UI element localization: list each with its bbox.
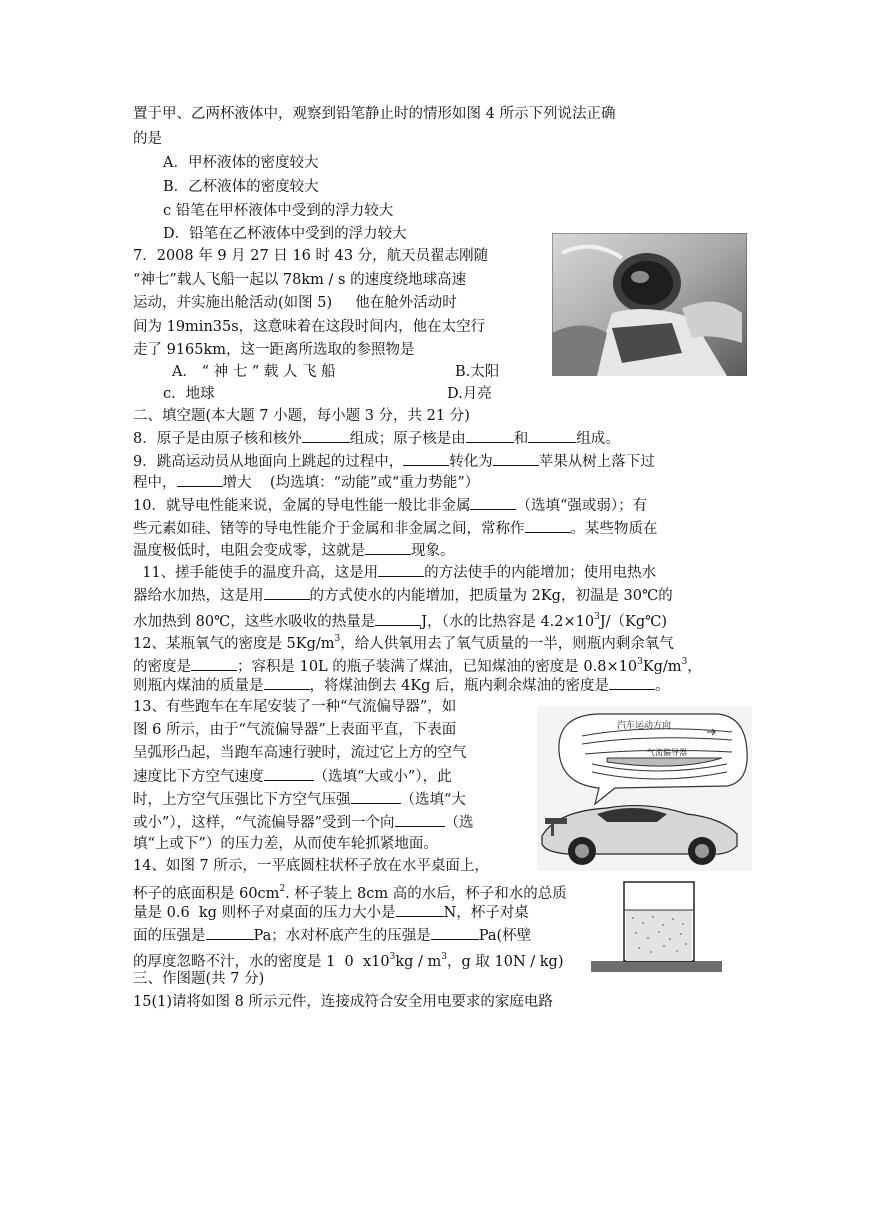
q14-line1: 14、如图 7 所示，一平底圆柱状杯子放在水平桌面上，	[133, 858, 489, 874]
answer-blank	[378, 562, 424, 577]
q11-line3: 水加热到 80℃，这些水吸收的热量是 J，（水的比热容是 $4.2\times 10^3J/(Kg℃)$	[133, 612, 668, 630]
q6-option-b: B．乙杯液体的密度较大	[163, 179, 319, 195]
q14-line4: 面的压强是 Pa；水对杯底产生的压强是 Pa(杯壁	[133, 925, 531, 946]
q6-option-a: A．甲杯液体的密度较大	[163, 155, 319, 171]
section-3-heading: 三、作图题(共 7 分)	[133, 971, 265, 987]
q15-line: 15(1)请将如图 8 所示元件，连接成符合安全用电要求的家庭电路	[133, 994, 553, 1010]
q6-option-c: c 铅笔在甲杯液体中受到的浮力较大	[163, 203, 394, 219]
answer-blank	[403, 451, 449, 466]
q14-line3: 量是 0.6 kg 则杯子对桌面的压力大小是 N，杯子对桌	[133, 902, 529, 923]
q7-line3: 运动，并实施出舱活动(如图 5) 他在舱外活动时	[133, 295, 457, 311]
q13-line3: 呈弧形凸起，当跑车高速行驶时，流过它上方的空气	[133, 745, 467, 761]
figure-5-astronaut-photo	[552, 233, 747, 376]
figure-6-label-spoiler: 气流偏导器	[647, 748, 687, 757]
answer-blank	[375, 611, 421, 626]
answer-blank	[431, 925, 479, 940]
q6-stem-line1: 置于甲、乙两杯液体中，观察到铅笔静止时的情形如图 4 所示下列说法正确	[133, 106, 616, 122]
q10-line2: 些元素如硅、锗等的导电性能介于金属和非金属之间，常称作 。某些物质在	[133, 518, 658, 539]
q13-line4: 速度比下方空气速度 （选填“大或小”），此	[133, 766, 452, 787]
figure-6-spoiler-diagram	[537, 706, 752, 871]
q13-line7: 填“上或下”）的压力差，从而使车轮抓紧地面。	[133, 836, 438, 852]
answer-blank	[365, 540, 411, 555]
q13-line5: 时，上方空气压强比下方空气压强 （选填“大	[133, 789, 466, 810]
figure-7-cup-diagram	[591, 878, 722, 972]
q13-line1: 13、有些跑车在车尾安装了一种“气流偏导器”，如	[133, 699, 457, 715]
q7-option-a: A． “ 神 七 ” 载 人 飞 船	[172, 364, 336, 380]
answer-blank	[395, 812, 445, 827]
q13-line6: 或小”），这样，“气流偏导器”受到一个向 （选	[133, 812, 474, 833]
q7-option-d: D.月亮	[447, 386, 492, 402]
q9-line1: 9．跳高运动员从地面向上跳起的过程中， 转化为 苹果从树上落下过	[133, 451, 655, 472]
q13-line2: 图 6 所示，由于“气流偏导器”上表面平直，下表面	[133, 722, 457, 738]
answer-blank	[177, 472, 223, 487]
answer-blank	[351, 789, 401, 804]
section-2-heading: 二、填空题(本大题 7 小题，每小题 3 分，共 21 分)	[133, 408, 470, 424]
q10-line1: 10．就导电性能来说，金属的导电性能一般比非金属 （选填“强或弱）；有	[133, 495, 647, 516]
answer-blank	[206, 925, 254, 940]
q7-line2: “神七”载人飞船一起以 78km / s 的速度绕地球高速	[133, 272, 467, 288]
q7-line4: 间为 19min35s，这意味着在这段时间内，他在太空行	[133, 319, 486, 335]
q6-stem-line2: 的是	[133, 131, 162, 147]
q10-line3: 温度极低时，电阻会变成零，这就是 现象。	[133, 540, 455, 561]
q7-line1: 7．2008 年 9 月 27 日 16 时 43 分，航天员翟志刚随	[133, 248, 489, 264]
answer-blank	[264, 585, 310, 600]
answer-blank	[470, 495, 516, 510]
q7-option-c: c．地球	[163, 386, 215, 402]
q6-option-d: D．铅笔在乙杯液体中受到的浮力较大	[163, 226, 407, 242]
q14-line5: 的厚度忽略不汁，水的密度是 1 0 $x10^3kg / m^3$，g 取 10N / kg)	[133, 952, 564, 970]
q14-line2: 杯子的底面积是 $60cm^2$. 杯子装上 8cm 高的水后，杯子和水的总质	[133, 884, 567, 902]
answer-blank	[264, 766, 314, 781]
q11-line2: 器给水加热，这是用 的方式使水的内能增加，把质量为 2Kg，初温是 30℃的	[133, 585, 673, 606]
answer-blank	[302, 428, 350, 443]
q12-line3: 则瓶内煤油的质量是 ，将煤油倒去 4Kg 后，瓶内剩余煤油的密度是 。	[133, 675, 670, 696]
q9-line2: 程中， 增大 (均选填：“动能”或“重力势能”）	[133, 472, 479, 493]
q7-line5: 走了 9165km，这一距离所选取的参照物是	[133, 342, 415, 358]
answer-blank	[609, 675, 655, 690]
answer-blank	[493, 451, 539, 466]
q8-line: 8．原子是由原子核和核外 组成；原子核是由 和 组成。	[133, 428, 620, 449]
q12-line2: 的密度是 ；容积是 10L 的瓶子装满了煤油，已知煤油的密度是 $0.8\times 10^3Kg/m^3$，	[133, 657, 702, 675]
q7-option-b: B.太阳	[455, 364, 500, 380]
answer-blank	[528, 428, 576, 443]
answer-blank	[191, 656, 237, 671]
answer-blank	[264, 675, 310, 690]
answer-blank	[396, 902, 444, 917]
answer-blank	[525, 518, 571, 533]
answer-blank	[466, 428, 514, 443]
q11-line1: 11、搓手能使手的温度升高，这是用 的方法使手的内能增加；使用电热水	[133, 562, 656, 583]
figure-6-label-direction: 汽车运动方向	[617, 721, 672, 731]
q12-line1: 12、某瓶氧气的密度是 $5Kg/m^3$，给人供氧用去了氧气质量的一半，则瓶内剩余氧气	[133, 634, 674, 652]
